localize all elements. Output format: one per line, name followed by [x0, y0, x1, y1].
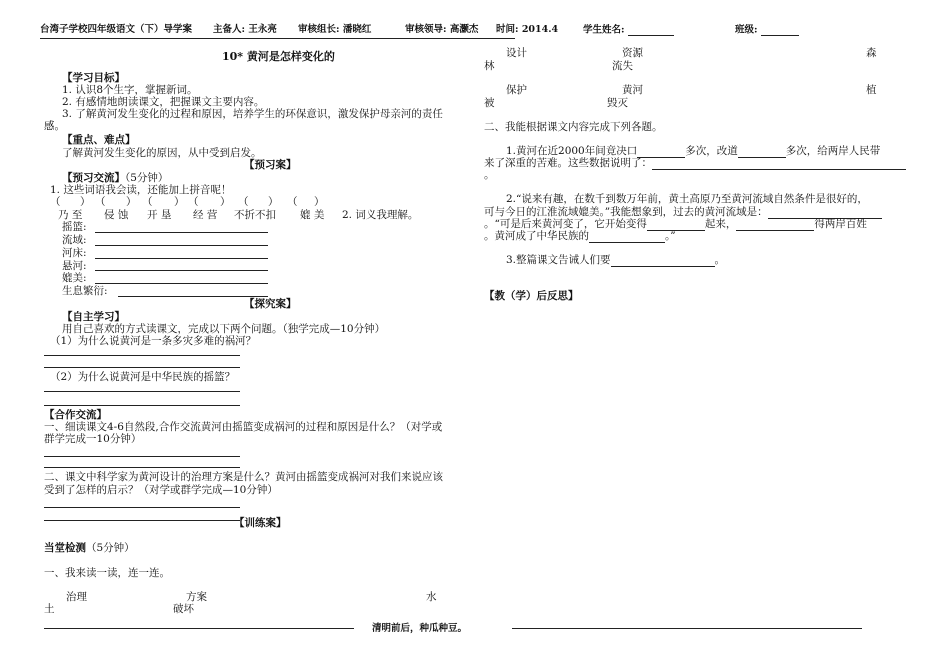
- answer-line: [95, 232, 268, 233]
- lesson-title: 10* 黄河是怎样变化的: [222, 50, 335, 63]
- goal-item: 1. 认识8个生字，掌握新词。: [62, 84, 198, 96]
- pinyin-paren: （: [238, 196, 249, 208]
- pinyin-paren: ）: [126, 196, 137, 208]
- pinyin-paren: ）: [174, 196, 185, 208]
- reflection-heading: 【教（学）后反思】: [484, 290, 579, 302]
- footer-proverb: 清明前后，种瓜种豆。: [372, 623, 468, 634]
- pinyin-paren: （: [95, 196, 106, 208]
- coop-q2-cont: 受到了怎样的启示？（对学或群学完成—10分钟）: [44, 484, 278, 496]
- fill-p2-line1: 2.“说来有趣，在数千到数万年前，黄土高原乃至黄河流域自然条件是很好的，: [506, 193, 868, 205]
- preview-q1: 1. 这些词语我会读，还能加上拼音呢！: [50, 184, 232, 196]
- pinyin-paren: ）: [268, 196, 279, 208]
- header-time: 时间: 2014.4: [496, 24, 559, 35]
- pinyin-paren: （: [287, 196, 298, 208]
- footer-rule-right: [512, 628, 862, 629]
- goal-item: 感。: [44, 120, 65, 132]
- goal-item: 2. 有感情地朗读课文，把握课文主要内容。: [62, 96, 265, 108]
- fill-p3: 3.整篇课文告诫人们要 。: [506, 254, 726, 266]
- check-heading: 当堂检测（5分钟）: [44, 542, 135, 554]
- match-word: 方案: [186, 591, 207, 603]
- self-study-q1: （1）为什么说黄河是一条多灾多难的祸河？: [50, 335, 257, 347]
- match-word: 水: [426, 591, 437, 603]
- explore-section-heading: 【探究案】: [244, 298, 297, 310]
- header-class: 班级:: [735, 24, 799, 36]
- answer-line: [44, 520, 240, 521]
- match-word: 土: [44, 603, 55, 615]
- vocab-word: 经 营: [193, 209, 218, 221]
- fill-p1-line1: 1.黄河在近2000年间竟决口 多次，改道 多次，给两岸人民带: [506, 145, 881, 157]
- answer-line: [95, 283, 268, 284]
- pinyin-paren: ）: [220, 196, 231, 208]
- answer-line: [44, 355, 240, 356]
- match-word: 黄河: [622, 84, 643, 96]
- term-label: 河床:: [62, 247, 87, 259]
- preview-section-heading: 【预习案】: [244, 159, 297, 171]
- match-word: 资源: [622, 47, 643, 59]
- vocab-word: 侵 蚀: [104, 209, 129, 221]
- vocab-word: 不折不扣: [234, 209, 276, 221]
- fill-p2-line2: 可与今日的江淮流域媲美。”我能想象到，过去的黄河流域是：: [484, 206, 882, 219]
- answer-line: [118, 296, 268, 297]
- goals-heading: 【学习目标】: [62, 72, 125, 84]
- self-study-text: 用自己喜欢的方式读课文，完成以下两个问题。（独学完成—10分钟）: [62, 323, 386, 335]
- header-group-lead: 审核组长: 潘晓红: [298, 24, 372, 35]
- pinyin-paren: ）: [314, 196, 325, 208]
- answer-line: [44, 507, 240, 508]
- match-word: 保护: [506, 84, 527, 96]
- answer-line: [95, 270, 268, 271]
- answer-line: [44, 405, 240, 406]
- match-word: 毁灭: [607, 97, 628, 109]
- header-school: 台湾子学校四年级语文（下）导学案: [40, 24, 193, 35]
- fill-p2-line3: 。“可是后来黄河变了，它开始变得 起来， 得两岸百姓: [484, 218, 867, 230]
- preview-exchange-heading: 【预习交流】（5分钟）: [62, 172, 169, 184]
- header-reviewer: 审核领导: 高灏杰: [405, 24, 479, 35]
- match-word: 治理: [66, 591, 87, 603]
- answer-line: [44, 467, 240, 468]
- answer-line: [95, 245, 268, 246]
- coop-q1-cont: 群学完成一10分钟）: [44, 433, 142, 445]
- pinyin-paren: （: [50, 196, 61, 208]
- training-q1: 一、我来读一读，连一连。: [44, 567, 170, 579]
- vocab-word: 媲 美: [300, 209, 325, 221]
- match-word: 设计: [506, 47, 527, 59]
- goal-item: 3. 了解黄河发生变化的过程和原因，培养学生的环保意识，激发保护母亲河的责任: [62, 108, 443, 120]
- header-rule: [40, 38, 515, 39]
- term-label: 媲美:: [62, 272, 87, 284]
- fill-p1-line2: 来了深重的苦难。这些数据说明了：: [484, 157, 906, 170]
- fill-p2-line4: 。黄河成了中华民族的 。”: [484, 230, 676, 242]
- training-section-heading: 【训练案】: [234, 517, 287, 529]
- fill-p1-end: 。: [484, 169, 495, 181]
- match-word: 森: [866, 47, 877, 59]
- term-label: 生息繁衍:: [62, 285, 108, 297]
- term-label: 摇篮:: [62, 221, 87, 233]
- answer-line: [95, 258, 268, 259]
- answer-line: [44, 456, 240, 457]
- match-word: 流失: [612, 60, 633, 72]
- match-word: 植: [866, 84, 877, 96]
- footer-rule-left: [44, 628, 354, 629]
- key-points-text: 了解黄河发生变化的原因，从中受到启发。: [62, 147, 262, 159]
- pinyin-paren: （: [142, 196, 153, 208]
- match-word: 破坏: [173, 603, 194, 615]
- match-word: 林: [484, 60, 495, 72]
- term-label: 悬河:: [62, 260, 87, 272]
- vocab-word: 乃 至: [58, 209, 83, 221]
- pinyin-paren: ）: [80, 196, 91, 208]
- coop-q1: 一、细读课文4-6自然段,合作交流黄河由摇篮变成祸河的过程和原因是什么？（对学或: [44, 421, 443, 433]
- vocab-word: 开 垦: [147, 209, 172, 221]
- coop-heading: 【合作交流】: [44, 409, 107, 421]
- header-student-name: 学生姓名:: [583, 24, 674, 36]
- answer-line: [44, 367, 240, 368]
- coop-q2: 二、课文中科学家为黄河设计的治理方案是什么？黄河由摇篮变成祸河对我们来说应该: [44, 471, 443, 483]
- self-study-heading: 【自主学习】: [62, 311, 125, 323]
- self-study-q2: （2）为什么说黄河是中华民族的摇篮？: [50, 371, 236, 383]
- right-q2: 二、我能根据课文内容完成下列各题。: [484, 121, 663, 133]
- term-label: 流域:: [62, 234, 87, 246]
- match-word: 被: [484, 97, 495, 109]
- key-points-heading: 【重点、难点】: [62, 134, 136, 146]
- pinyin-paren: （: [188, 196, 199, 208]
- header-prepared-by: 主备人: 王永亮: [213, 24, 277, 35]
- answer-line: [44, 391, 240, 392]
- preview-q2: 2. 词义我理解。: [342, 209, 419, 221]
